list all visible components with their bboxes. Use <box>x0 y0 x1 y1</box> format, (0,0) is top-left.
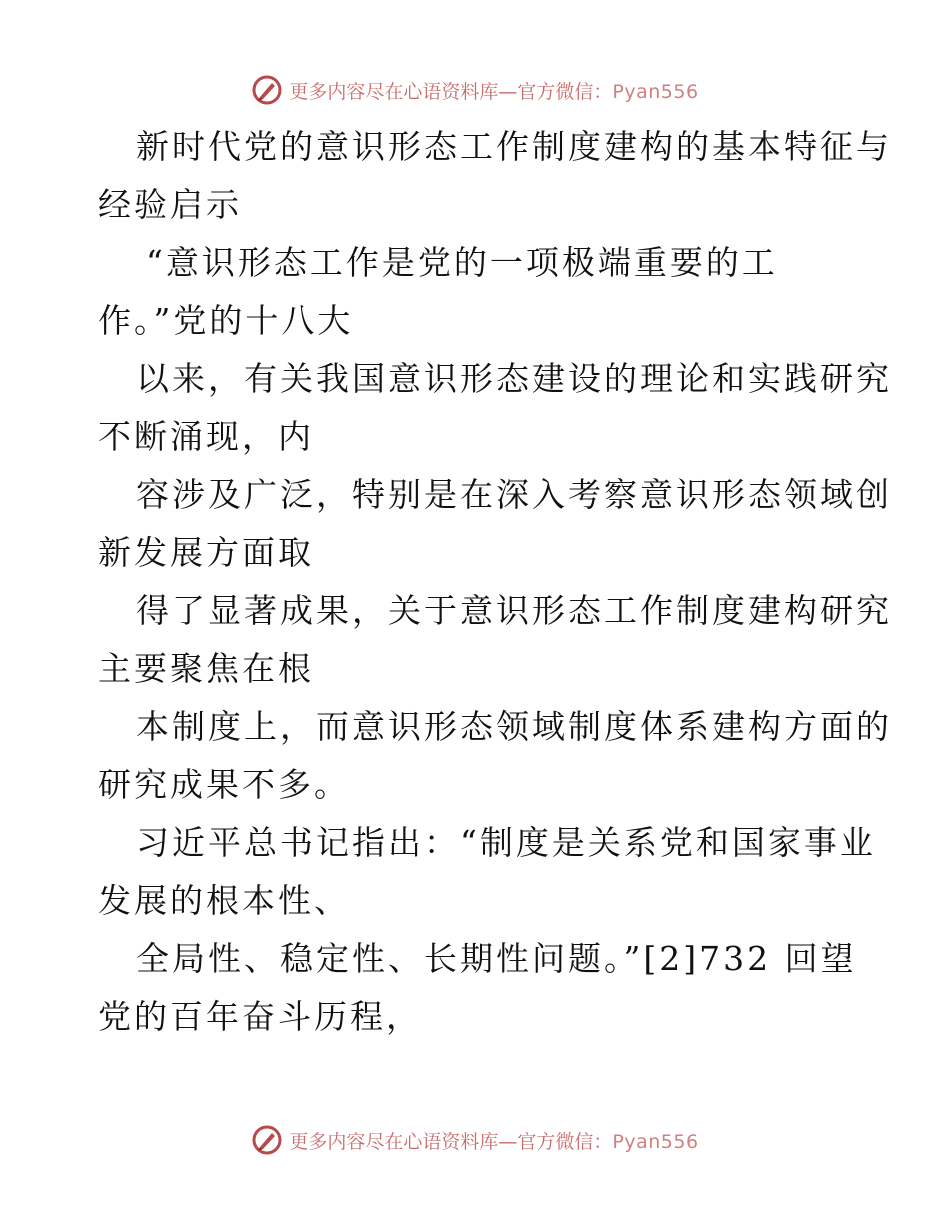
text-line-1: 新时代党的意识形态工作制度建构的基本特征与 <box>136 127 892 166</box>
text-line-8: 新发展方面取 <box>98 533 314 572</box>
watermark-text: 更多内容尽在心语资料库—官方微信：Pyan556 <box>289 80 699 103</box>
text-line-6: 不断涌现，内 <box>98 417 314 456</box>
document-body <box>98 118 892 1046</box>
text-line-15: 全局性、稳定性、长期性问题。”[2]732 回望 <box>136 939 857 978</box>
pen-logo-icon <box>251 1124 283 1156</box>
text-line-16: 党的百年奋斗历程， <box>98 997 422 1036</box>
text-line-10: 主要聚焦在根 <box>98 649 314 688</box>
pen-logo-icon <box>251 74 283 106</box>
text-line-3: “意识形态工作是党的一项极端重要的工 <box>146 243 778 282</box>
text-line-2: 经验启示 <box>98 185 242 224</box>
text-line-5: 以来，有关我国意识形态建设的理论和实践研究 <box>136 359 892 398</box>
text-line-4: 作。”党的十八大 <box>98 301 354 340</box>
header-watermark <box>0 70 950 110</box>
footer-watermark <box>0 1120 950 1160</box>
text-line-9: 得了显著成果，关于意识形态工作制度建构研究 <box>136 591 892 630</box>
text-line-14: 发展的根本性、 <box>98 881 350 920</box>
watermark-text: 更多内容尽在心语资料库—官方微信：Pyan556 <box>289 1130 699 1153</box>
text-line-12: 研究成果不多。 <box>98 765 350 804</box>
text-line-11: 本制度上，而意识形态领域制度体系建构方面的 <box>136 707 892 746</box>
wechat-id: Pyan556 <box>612 1130 699 1153</box>
text-line-7: 容涉及广泛，特别是在深入考察意识形态领域创 <box>136 475 892 514</box>
wechat-id: Pyan556 <box>612 80 699 103</box>
text-line-13: 习近平总书记指出：“制度是关系党和国家事业 <box>136 823 876 862</box>
